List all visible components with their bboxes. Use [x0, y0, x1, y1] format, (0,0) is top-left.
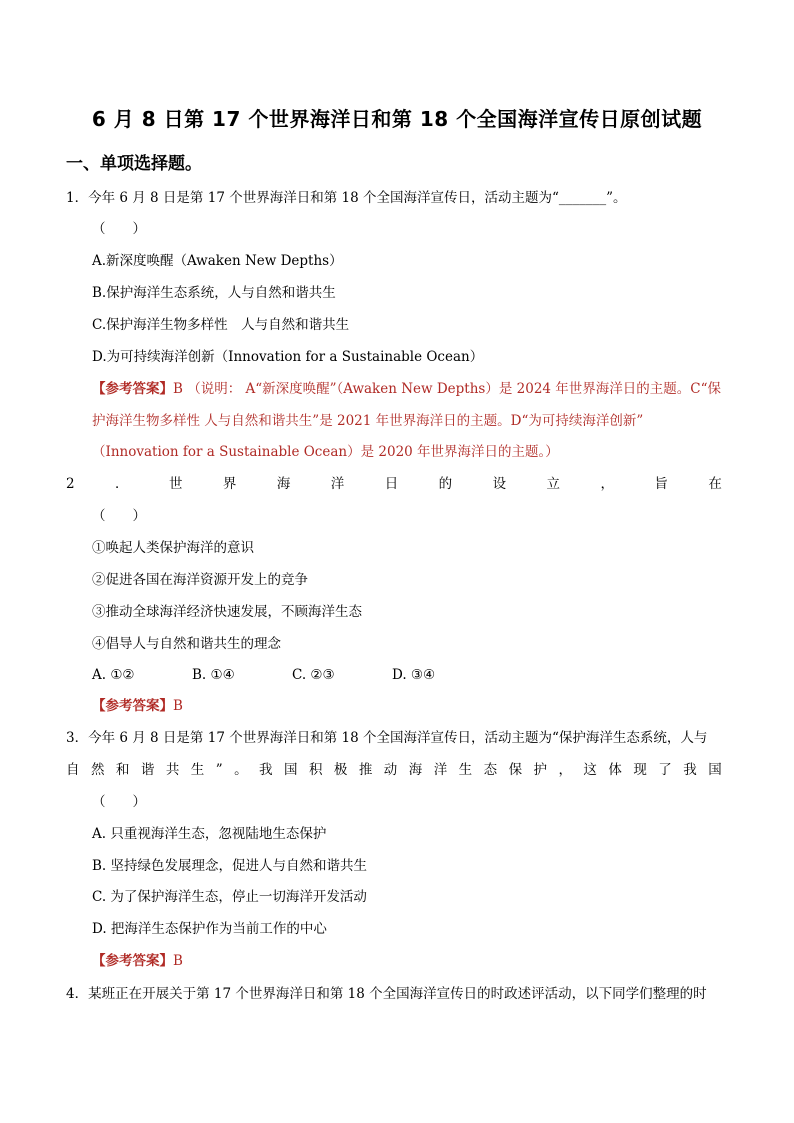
q3-answer — [92, 952, 183, 970]
q3-stem-char: 积 — [308, 762, 323, 778]
q3-stem-char: 国 — [283, 762, 298, 778]
q2-option-b: B. ①④ — [192, 667, 235, 683]
q3-answer-value: B — [173, 953, 183, 969]
q3-stem-char: 态 — [483, 762, 498, 778]
q3-stem-char: ， — [558, 762, 572, 778]
q2-stem-char: 洋 — [330, 476, 345, 492]
q3-option-b: B. 坚持绿色发展理念，促进人与自然和谐共生 — [92, 858, 368, 874]
q3-stem-char: 动 — [383, 762, 398, 778]
q3-stem-char: 。 — [234, 762, 248, 778]
q3-stem-char: 了 — [658, 762, 672, 778]
q3-option-c: C. 为了保护海洋生态，停止一切海洋开发活动 — [92, 889, 367, 905]
q1-option-b: B.保护海洋生态系统，人与自然和谐共生 — [92, 285, 336, 301]
q3-stem-char: 我 — [259, 762, 273, 778]
q2-stem — [66, 475, 722, 493]
q3-stem-char: 保 — [508, 762, 523, 778]
q3-stem-char: 这 — [583, 762, 597, 778]
q3-stem-char: 海 — [408, 762, 423, 778]
q3-stem-line2 — [66, 761, 722, 779]
q3-stem-char: 推 — [358, 762, 373, 778]
q3-stem-char: 共 — [165, 762, 180, 778]
q2-stem-char: 立 — [546, 476, 561, 492]
q1-option-a: A.新深度唤醒（Awaken New Depths） — [92, 253, 343, 269]
q2-item-4: ④倡导人与自然和谐共生的理念 — [92, 636, 281, 652]
q3-stem-char: 洋 — [433, 762, 448, 778]
q1-answer-text: B （说明： A“新深度唤醒”（Awaken New Depths）是 2024 年世界海洋日的主题。C“保 — [173, 381, 722, 397]
q3-option-a: A. 只重视海洋生态，忽视陆地生态保护 — [92, 826, 327, 842]
q1-paren: （ ） — [92, 221, 146, 237]
q3-option-d: D. 把海洋生态保护作为当前工作的中心 — [92, 921, 327, 937]
q3-stem-char: 国 — [708, 762, 722, 778]
q3-stem-char: 生 — [190, 762, 205, 778]
q2-stem-char: 旨 — [654, 476, 668, 492]
q3-stem-char: ” — [215, 762, 223, 778]
q3-stem-char: 然 — [90, 762, 105, 778]
q3-stem-char: 我 — [683, 762, 697, 778]
q3-stem-line1: 3．今年 6 月 8 日是第 17 个世界海洋日和第 18 个全国海洋宣传日，活动主题为“保护海洋生态系统，人与 — [66, 730, 708, 746]
q3-stem-char: 护 — [533, 762, 548, 778]
q1-answer-line2: 护海洋生物多样性 人与自然和谐共生”是 2021 年世界海洋日的主题。D“为可持续海洋创新” — [92, 413, 644, 429]
q2-item-3: ③推动全球海洋经济快速发展，不顾海洋生态 — [92, 604, 362, 620]
q2-option-c: C. ②③ — [292, 667, 335, 683]
q2-stem-char: 的 — [438, 476, 453, 492]
q3-stem-char: 极 — [333, 762, 348, 778]
q2-stem-char: 海 — [276, 476, 291, 492]
q2-answer-value: B — [173, 698, 183, 714]
q1-answer-line3: （Innovation for a Sustainable Ocean）是 2020 年世界海洋日的主题。） — [92, 444, 559, 460]
q2-stem-char: 日 — [384, 476, 399, 492]
q3-answer-label: 【参考答案】 — [92, 953, 173, 969]
q2-stem-char: 在 — [708, 476, 722, 492]
q2-item-2: ②促进各国在海洋资源开发上的竞争 — [92, 572, 308, 588]
q1-option-d: D.为可持续海洋创新（Innovation for a Sustainable Ocean） — [92, 349, 484, 365]
q2-stem-char: ， — [600, 476, 614, 492]
q1-option-c: C.保护海洋生物多样性 人与自然和谐共生 — [92, 317, 350, 333]
q2-option-a: A. ①② — [92, 667, 135, 683]
q2-stem-char: 界 — [222, 476, 237, 492]
q2-stem-char: 设 — [492, 476, 507, 492]
q2-option-d: D. ③④ — [392, 667, 436, 683]
q3-stem-char: 和 — [115, 762, 130, 778]
q3-stem-char: 生 — [458, 762, 473, 778]
q2-answer — [92, 697, 183, 715]
page-title: 6 月 8 日第 17 个世界海洋日和第 18 个全国海洋宣传日原创试题 — [91, 107, 703, 131]
q2-stem-char: 2 — [66, 476, 75, 492]
q4-stem-line1: 4．某班正在开展关于第 17 个世界海洋日和第 18 个全国海洋宣传日的时政述评活动，以下同学们整理的时 — [66, 986, 707, 1002]
q2-options — [92, 666, 492, 684]
q2-answer-label: 【参考答案】 — [92, 698, 173, 714]
section-heading: 一、单项选择题。 — [66, 154, 202, 174]
q3-stem-char: 自 — [66, 762, 80, 778]
q3-stem-char: 现 — [633, 762, 647, 778]
q2-stem-char: ． — [115, 476, 129, 492]
q3-paren: （ ） — [92, 794, 146, 810]
q2-stem-char: 世 — [168, 476, 183, 492]
q3-stem-char: 体 — [608, 762, 622, 778]
q1-answer-label: 【参考答案】 — [92, 381, 173, 397]
q1-answer — [92, 380, 721, 398]
q2-item-1: ①唤起人类保护海洋的意识 — [92, 540, 254, 556]
q3-stem-char: 谐 — [140, 762, 155, 778]
q1-stem: 1．今年 6 月 8 日是第 17 个世界海洋日和第 18 个全国海洋宣传日，活动主题为“_______”。 — [66, 190, 627, 206]
q2-paren: （ ） — [92, 508, 146, 524]
